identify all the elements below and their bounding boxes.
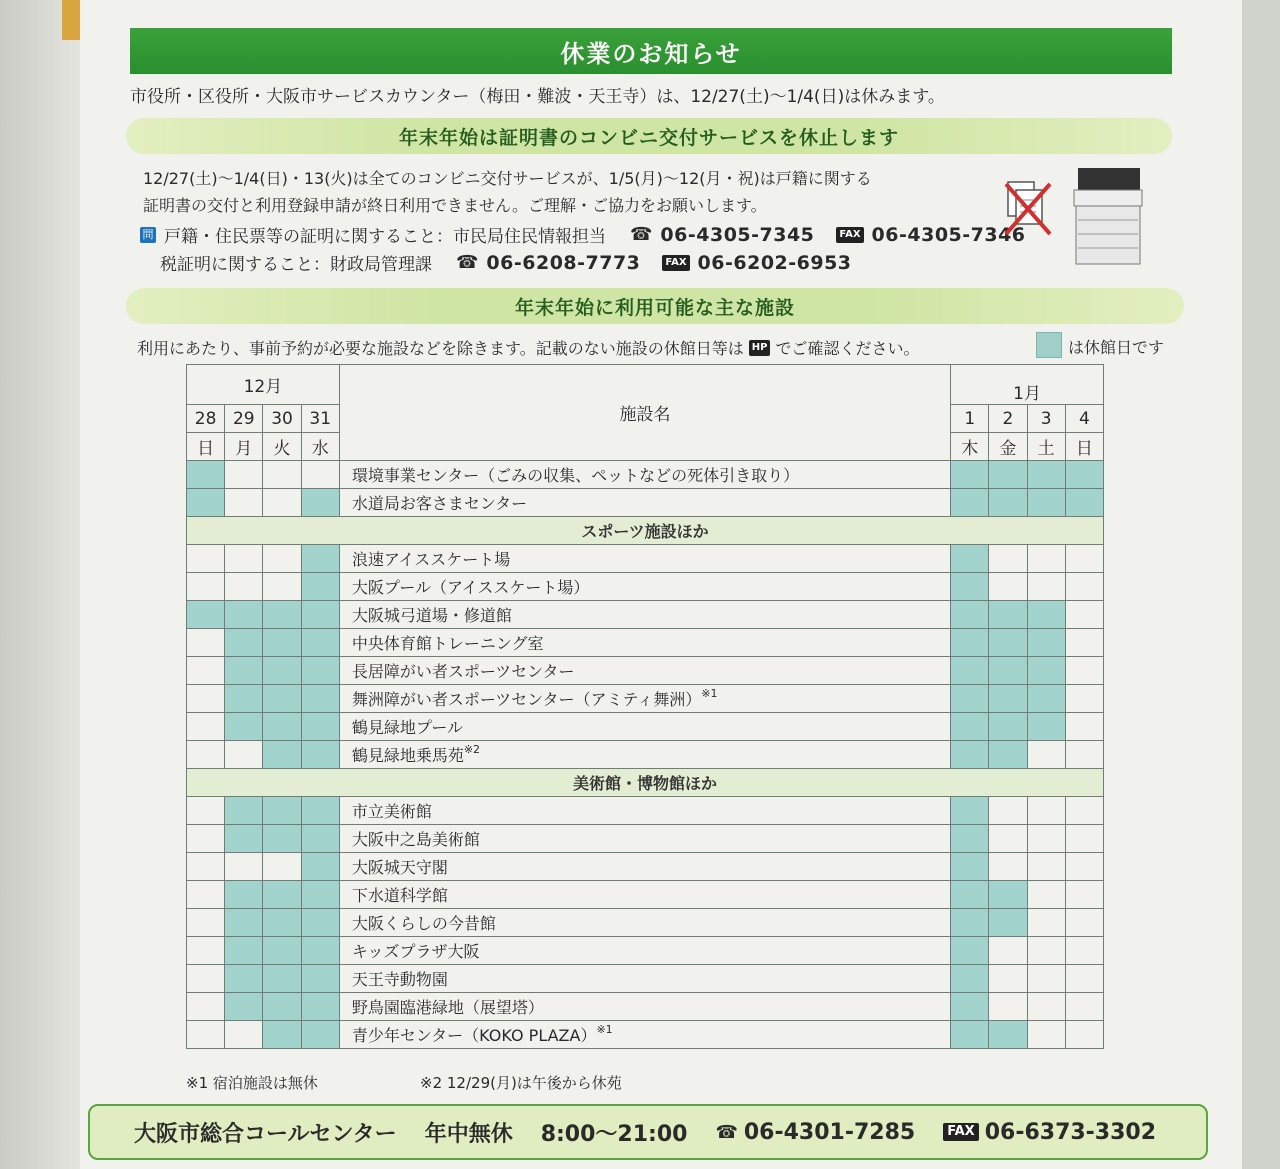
closed-day-cell	[989, 601, 1027, 629]
contact-tax	[160, 250, 852, 275]
closed-day-cell	[263, 797, 301, 825]
facility-name-text: 市立美術館	[351, 802, 432, 821]
closed-day-cell	[1027, 713, 1065, 741]
open-day-cell	[1027, 545, 1065, 573]
open-day-cell	[989, 965, 1027, 993]
jan-day-header: 4	[1065, 405, 1103, 433]
open-day-cell	[1027, 937, 1065, 965]
closed-day-cell	[187, 489, 225, 517]
facility-row	[187, 657, 1104, 685]
closed-day-cell	[301, 685, 339, 713]
open-day-cell	[1027, 909, 1065, 937]
facility-footnote-mark: ※1	[701, 687, 718, 700]
facility-name-text: 浪速アイススケート場	[351, 550, 511, 569]
open-day-cell	[225, 573, 263, 601]
closed-day-cell	[263, 629, 301, 657]
closed-day-cell	[187, 461, 225, 489]
page-title: 休業のお知らせ	[130, 28, 1172, 74]
jan-day-header: 1	[951, 405, 989, 433]
header-row-months	[187, 365, 1104, 405]
facility-row	[187, 713, 1104, 741]
open-day-cell	[187, 965, 225, 993]
facility-name	[339, 573, 950, 601]
open-day-cell	[187, 573, 225, 601]
facility-row	[187, 741, 1104, 769]
category-label: スポーツ施設ほか	[187, 517, 1104, 545]
dec-day-header: 29	[225, 405, 263, 433]
open-day-cell	[1065, 965, 1103, 993]
open-day-cell	[263, 489, 301, 517]
closed-day-cell	[951, 825, 989, 853]
closed-day-cell	[263, 1021, 301, 1049]
open-day-cell	[1065, 573, 1103, 601]
facility-name	[339, 797, 950, 825]
open-day-cell	[1065, 741, 1103, 769]
closed-day-cell	[263, 909, 301, 937]
contact-tax-tel: 06-6208-7773	[486, 251, 641, 274]
closed-day-cell	[225, 601, 263, 629]
facility-row	[187, 965, 1104, 993]
right-page-edge	[1240, 0, 1280, 1169]
closed-day-cell	[951, 965, 989, 993]
closed-day-cell	[225, 685, 263, 713]
open-day-cell	[1027, 993, 1065, 1021]
contact-koseki-label: 戸籍・住民票等の証明に関すること：市民局住民情報担当	[164, 227, 606, 247]
open-day-cell	[225, 741, 263, 769]
closed-day-cell	[951, 993, 989, 1021]
facility-name	[339, 489, 950, 517]
open-day-cell	[263, 853, 301, 881]
phone-icon: ☎	[715, 1121, 738, 1143]
closed-day-cell	[225, 657, 263, 685]
open-day-cell	[187, 937, 225, 965]
open-day-cell	[263, 545, 301, 573]
jan-weekday-header: 木	[951, 433, 989, 461]
closed-legend-text: は休館日です	[1068, 338, 1165, 357]
open-day-cell	[1065, 629, 1103, 657]
facility-name-text: 大阪城弓道場・修道館	[351, 606, 512, 625]
open-day-cell	[187, 797, 225, 825]
konbini-text-1: 12/27(土)～1/4(日)・13(火)は全てのコンビニ交付サービスが、1/5(月)～12(月・祝)は戸籍に関する	[143, 169, 872, 188]
open-day-cell	[989, 573, 1027, 601]
facility-name-text: 水道局お客さまセンター	[351, 494, 528, 513]
dec-weekday-header: 日	[187, 433, 225, 461]
closed-day-cell	[1027, 601, 1065, 629]
question-icon: 問	[140, 227, 156, 243]
closed-day-cell	[263, 825, 301, 853]
open-day-cell	[187, 853, 225, 881]
dec-day-header: 30	[263, 405, 301, 433]
closed-day-cell	[263, 881, 301, 909]
facility-row	[187, 461, 1104, 489]
dec-day-header: 28	[187, 405, 225, 433]
open-day-cell	[989, 797, 1027, 825]
open-day-cell	[187, 685, 225, 713]
closed-day-cell	[951, 685, 989, 713]
facility-name-text: 長居障がい者スポーツセンター	[351, 662, 575, 681]
closed-day-cell	[951, 545, 989, 573]
closed-day-cell	[1065, 489, 1103, 517]
closed-day-cell	[301, 713, 339, 741]
open-day-cell	[187, 993, 225, 1021]
open-day-cell	[1065, 1021, 1103, 1049]
closed-day-cell	[989, 881, 1027, 909]
closed-day-cell	[989, 489, 1027, 517]
facility-name-text: 天王寺動物園	[351, 970, 448, 989]
closed-day-cell	[301, 881, 339, 909]
printer-icon	[1000, 160, 1150, 270]
jan-day-header: 2	[989, 405, 1027, 433]
closed-day-cell	[989, 461, 1027, 489]
closed-day-cell	[225, 965, 263, 993]
open-day-cell	[989, 853, 1027, 881]
closed-day-cell	[951, 797, 989, 825]
page-tab	[62, 0, 80, 40]
fax-icon: FAX	[943, 1123, 978, 1141]
open-day-cell	[263, 573, 301, 601]
closed-day-cell	[225, 629, 263, 657]
call-center-name: 大阪市総合コールセンター	[134, 1121, 397, 1147]
closed-day-cell	[301, 601, 339, 629]
open-day-cell	[1065, 825, 1103, 853]
open-day-cell	[225, 461, 263, 489]
closed-day-cell	[225, 825, 263, 853]
facility-name	[339, 909, 950, 937]
closed-day-cell	[301, 741, 339, 769]
hp-icon: HP	[749, 340, 771, 356]
open-day-cell	[187, 629, 225, 657]
footnote-1: ※1 宿泊施設は無休	[186, 1074, 318, 1092]
open-day-cell	[1027, 1021, 1065, 1049]
category-row	[187, 517, 1104, 545]
facility-name	[339, 965, 950, 993]
facility-name	[339, 629, 950, 657]
facility-name-text: 下水道科学館	[351, 886, 448, 905]
open-day-cell	[1065, 657, 1103, 685]
facility-name	[339, 601, 950, 629]
open-day-cell	[187, 713, 225, 741]
closed-day-cell	[989, 1021, 1027, 1049]
open-day-cell	[1027, 881, 1065, 909]
phone-icon: ☎	[456, 252, 479, 273]
closed-day-cell	[263, 713, 301, 741]
facility-name	[339, 1021, 950, 1049]
call-center-bar	[88, 1104, 1208, 1160]
facility-row	[187, 685, 1104, 713]
facility-name-text: 中央体育館トレーニング室	[351, 634, 544, 653]
closed-day-cell	[989, 909, 1027, 937]
open-day-cell	[1027, 853, 1065, 881]
closed-day-cell	[301, 629, 339, 657]
facility-name-text: 大阪プール（アイススケート場）	[351, 578, 590, 597]
closed-day-cell	[225, 713, 263, 741]
fax-icon: FAX	[662, 255, 689, 271]
closed-day-cell	[951, 881, 989, 909]
open-day-cell	[989, 825, 1027, 853]
closed-day-cell	[225, 881, 263, 909]
contact-koseki	[140, 222, 1026, 247]
closed-day-cell	[951, 909, 989, 937]
call-center-hours: 8:00～21:00	[540, 1121, 688, 1147]
closed-day-cell	[951, 601, 989, 629]
open-day-cell	[989, 993, 1027, 1021]
open-day-cell	[187, 909, 225, 937]
contact-koseki-fax: 06-4305-7346	[871, 223, 1026, 246]
open-day-cell	[1065, 601, 1103, 629]
jan-month-header: 1月	[951, 365, 1104, 405]
open-day-cell	[225, 489, 263, 517]
closed-day-cell	[1027, 685, 1065, 713]
facility-name	[339, 853, 950, 881]
facilities-note	[137, 336, 919, 359]
open-day-cell	[187, 545, 225, 573]
facility-name	[339, 461, 950, 489]
closed-day-cell	[1027, 657, 1065, 685]
contact-tax-label: 税証明に関すること：財政局管理課	[160, 255, 432, 275]
facility-name	[339, 657, 950, 685]
open-day-cell	[1065, 685, 1103, 713]
closed-day-cell	[263, 601, 301, 629]
facility-name-text: 環境事業センター（ごみの収集、ペットなどの死体引き取り）	[351, 466, 800, 485]
closed-day-cell	[225, 993, 263, 1021]
closed-day-cell	[263, 741, 301, 769]
dec-weekday-header: 水	[301, 433, 339, 461]
closed-day-cell	[951, 657, 989, 685]
facility-name	[339, 937, 950, 965]
closed-day-cell	[951, 741, 989, 769]
facility-name-text: 大阪中之島美術館	[351, 830, 480, 849]
fax-icon: FAX	[836, 227, 863, 243]
open-day-cell	[1027, 741, 1065, 769]
facility-name-header: 施設名	[339, 365, 950, 461]
open-day-cell	[1065, 909, 1103, 937]
closed-day-cell	[301, 657, 339, 685]
open-day-cell	[1065, 881, 1103, 909]
facilities-note-text-after: でご確認ください。	[775, 339, 920, 358]
open-day-cell	[187, 881, 225, 909]
closed-day-cell	[301, 573, 339, 601]
category-row	[187, 769, 1104, 797]
closed-day-cell	[989, 657, 1027, 685]
facility-row	[187, 601, 1104, 629]
dec-weekday-header: 火	[263, 433, 301, 461]
closed-day-cell	[263, 657, 301, 685]
facilities-note-text-before: 利用にあたり、事前予約が必要な施設などを除きます。記載のない施設の休館日等は	[137, 339, 744, 358]
open-day-cell	[1065, 545, 1103, 573]
phone-icon: ☎	[630, 224, 653, 245]
contact-koseki-tel: 06-4305-7345	[660, 223, 815, 246]
closed-day-cell	[187, 601, 225, 629]
closed-day-cell	[263, 965, 301, 993]
contact-tax-fax: 06-6202-6953	[697, 251, 852, 274]
open-day-cell	[1027, 573, 1065, 601]
closed-day-cell	[225, 937, 263, 965]
closed-day-cell	[301, 993, 339, 1021]
open-day-cell	[1027, 797, 1065, 825]
facility-row	[187, 909, 1104, 937]
closed-day-cell	[951, 713, 989, 741]
facility-name	[339, 685, 950, 713]
closure-notice: 市役所・区役所・大阪市サービスカウンター（梅田・難波・天王寺）は、12/27(土)～1/4(日)は休みます。	[130, 87, 945, 107]
closed-day-cell	[301, 489, 339, 517]
closed-day-cell	[989, 685, 1027, 713]
facility-name-text: 鶴見緑地乗馬苑	[351, 746, 464, 765]
open-day-cell	[1065, 937, 1103, 965]
facility-footnote-mark: ※1	[596, 1023, 613, 1036]
open-day-cell	[1065, 853, 1103, 881]
facility-row	[187, 489, 1104, 517]
dec-month-header: 12月	[187, 365, 340, 405]
call-center-tel-group	[715, 1120, 915, 1145]
konbini-text-2: 証明書の交付と利用登録申請が終日利用できません。ご理解・ご協力をお願いします。	[143, 196, 767, 215]
facility-name	[339, 993, 950, 1021]
closed-day-cell	[263, 993, 301, 1021]
closed-day-cell	[1027, 629, 1065, 657]
closed-day-cell	[301, 909, 339, 937]
open-day-cell	[1065, 993, 1103, 1021]
closed-legend-swatch	[1036, 332, 1062, 358]
facility-row	[187, 573, 1104, 601]
facility-row	[187, 825, 1104, 853]
facility-name	[339, 741, 950, 769]
open-day-cell	[1065, 713, 1103, 741]
closed-day-cell	[989, 713, 1027, 741]
facility-row	[187, 797, 1104, 825]
facility-name	[339, 545, 950, 573]
open-day-cell	[301, 461, 339, 489]
closed-day-cell	[301, 937, 339, 965]
facility-name-text: キッズプラザ大阪	[351, 942, 480, 961]
facility-row	[187, 629, 1104, 657]
closed-day-cell	[951, 573, 989, 601]
closed-day-cell	[1065, 461, 1103, 489]
open-day-cell	[989, 937, 1027, 965]
footnote-2: ※2 12/29(月)は午後から休苑	[420, 1074, 622, 1092]
closed-day-cell	[989, 741, 1027, 769]
closed-day-cell	[951, 1021, 989, 1049]
closed-day-cell	[989, 629, 1027, 657]
dec-weekday-header: 月	[225, 433, 263, 461]
facilities-heading: 年末年始に利用可能な主な施設	[126, 288, 1184, 324]
open-day-cell	[187, 657, 225, 685]
facility-name-text: 鶴見緑地プール	[351, 718, 464, 737]
closed-day-cell	[951, 629, 989, 657]
facility-name-text: 青少年センター（KOKO PLAZA）	[351, 1026, 597, 1045]
facility-row	[187, 853, 1104, 881]
open-day-cell	[225, 853, 263, 881]
jan-day-header: 3	[1027, 405, 1065, 433]
closed-day-cell	[301, 545, 339, 573]
closed-day-cell	[951, 853, 989, 881]
jan-weekday-header: 金	[989, 433, 1027, 461]
call-center-tel: 06-4301-7285	[743, 1119, 916, 1145]
facility-row	[187, 1021, 1104, 1049]
closed-day-cell	[301, 797, 339, 825]
left-page-edge	[0, 0, 82, 1169]
jan-weekday-header: 日	[1065, 433, 1103, 461]
closed-day-cell	[951, 461, 989, 489]
jan-weekday-header: 土	[1027, 433, 1065, 461]
category-label: 美術館・博物館ほか	[187, 769, 1104, 797]
closed-day-cell	[301, 853, 339, 881]
facility-row	[187, 993, 1104, 1021]
facility-row	[187, 937, 1104, 965]
open-day-cell	[187, 825, 225, 853]
facility-row	[187, 881, 1104, 909]
closed-day-cell	[1027, 489, 1065, 517]
open-day-cell	[1065, 797, 1103, 825]
facility-name-text: 大阪城天守閣	[351, 858, 448, 877]
facility-name-text: 野鳥園臨港緑地（展望塔）	[351, 998, 544, 1017]
facility-schedule-table	[186, 364, 1104, 1049]
facility-footnote-mark: ※2	[463, 743, 481, 756]
open-day-cell	[187, 1021, 225, 1049]
closed-day-cell	[301, 965, 339, 993]
dec-day-header: 31	[301, 405, 339, 433]
open-day-cell	[225, 545, 263, 573]
call-center-fax: 06-6373-3302	[984, 1119, 1157, 1145]
closed-day-cell	[951, 937, 989, 965]
closed-day-cell	[225, 797, 263, 825]
open-day-cell	[1027, 965, 1065, 993]
closed-day-cell	[301, 825, 339, 853]
konbini-heading: 年末年始は証明書のコンビニ交付サービスを休止します	[126, 118, 1172, 154]
closed-day-cell	[225, 909, 263, 937]
open-day-cell	[225, 1021, 263, 1049]
call-center-fax-group	[943, 1120, 1156, 1145]
open-day-cell	[263, 461, 301, 489]
facility-name	[339, 713, 950, 741]
facility-name-text: 大阪くらしの今昔館	[351, 914, 496, 933]
closed-day-cell	[301, 1021, 339, 1049]
facility-name	[339, 881, 950, 909]
closed-day-cell	[263, 937, 301, 965]
closed-day-cell	[263, 685, 301, 713]
open-day-cell	[187, 741, 225, 769]
call-center-hours-label: 年中無休	[424, 1121, 513, 1147]
closed-day-cell	[951, 489, 989, 517]
open-day-cell	[989, 545, 1027, 573]
closed-day-cell	[1027, 461, 1065, 489]
facility-name	[339, 825, 950, 853]
facility-row	[187, 545, 1104, 573]
facility-name-text: 舞洲障がい者スポーツセンター（アミティ舞洲）	[351, 690, 702, 709]
open-day-cell	[1027, 825, 1065, 853]
